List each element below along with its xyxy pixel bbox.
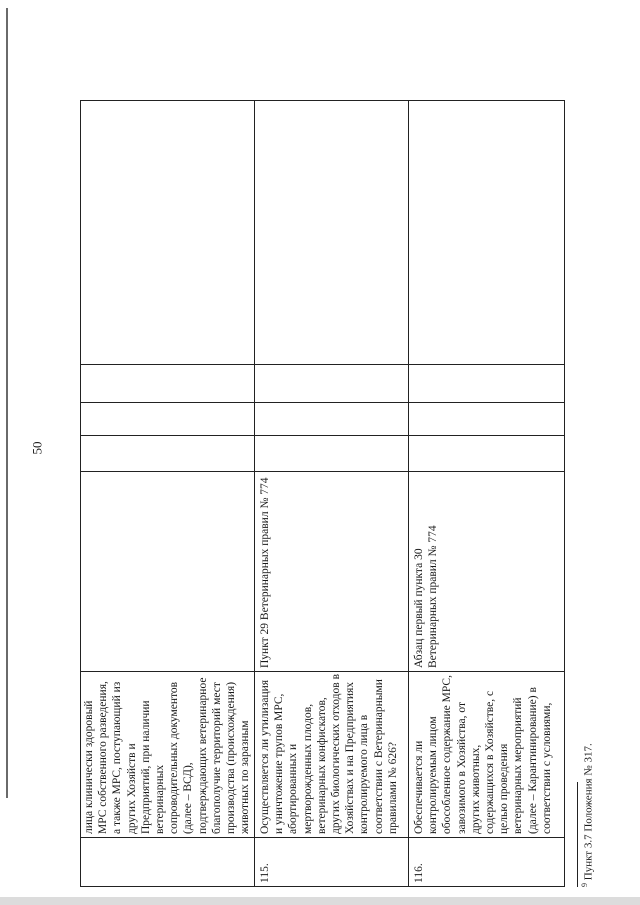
rotated-page-content bbox=[80, 100, 595, 887]
footnote-separator bbox=[577, 782, 578, 887]
table-border-left bbox=[80, 886, 565, 887]
row-number: 116. bbox=[413, 863, 425, 883]
row-separator bbox=[254, 100, 255, 887]
column-separator bbox=[80, 435, 565, 436]
footnote-text: Пункт 3.7 Положения № 317. bbox=[582, 743, 595, 881]
question-text: Обеспечивается ли контролируемым лицом обособленное содержание МРС, завозимого в Хозяйства, от других животных, содержащихся в Хозяйстве, с целью проведения ветеринарных мероприятий (далее – Карантинирование) в соответствии с условиями, bbox=[413, 675, 553, 834]
column-separator bbox=[80, 364, 565, 365]
page-number: 50 bbox=[29, 441, 45, 455]
scan-border-line bbox=[6, 8, 8, 798]
question-text: Осуществляется ли утилизация и уничтожение трупов МРС, абортированных и мертворожденных плодов, ветеринарных конфискатов, других биологических отходов в Хозяйствах и на Предприятиях контролируемого лица в соответствии с Ветеринарными правилами № 626? bbox=[259, 674, 399, 834]
table-border-bottom bbox=[564, 100, 565, 887]
question-text: лица клинически здоровый МРС собственного разведения, а также МРС, поступающий из других Хозяйств и Предприятий, при наличии ветеринарных сопроводительных документов (далее – ВСД), подтверждающих ветеринарное благополучие территорий мест производства (происхождения) животных по заразным bbox=[83, 677, 252, 834]
checklist-table bbox=[80, 100, 565, 887]
row-separator bbox=[408, 100, 409, 887]
legal-reference: Пункт 29 Ветеринарных правил № 774 bbox=[259, 477, 271, 668]
column-separator bbox=[80, 471, 565, 472]
column-separator bbox=[80, 402, 565, 403]
column-separator bbox=[80, 671, 565, 672]
table-border-top bbox=[80, 100, 81, 887]
row-number: 115. bbox=[259, 863, 271, 883]
column-separator bbox=[80, 837, 565, 838]
legal-reference: Абзац первый пункта 30 Ветеринарных правил № 774 bbox=[413, 525, 440, 668]
footnote bbox=[580, 743, 595, 887]
table-border-right bbox=[80, 100, 565, 101]
footnote-mark: 9 bbox=[580, 883, 589, 887]
scan-bottom-edge bbox=[0, 897, 640, 905]
